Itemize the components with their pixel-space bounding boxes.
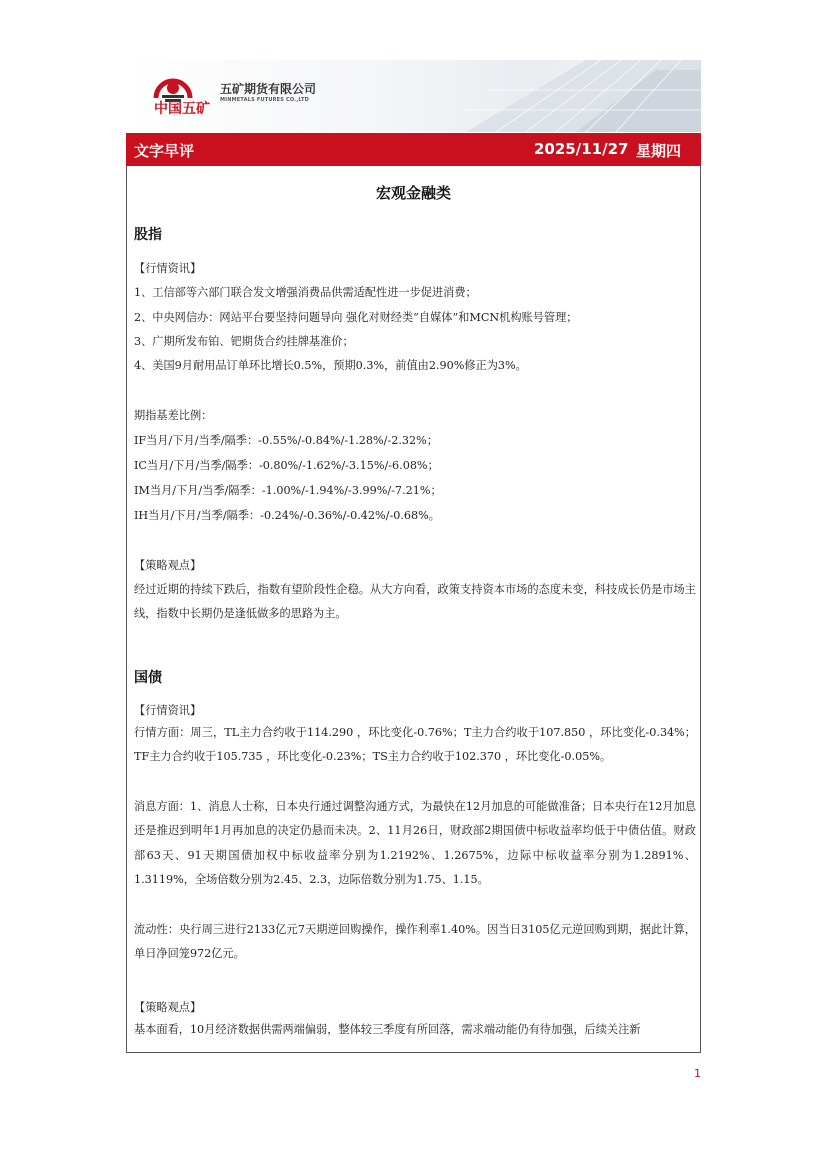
report-title-bar xyxy=(126,133,701,166)
stock-index-heading: 股指 xyxy=(134,227,162,243)
stock-news-item: 1、工信部等六部门联合发文增强消费品供需适配性进一步促进消费； xyxy=(134,286,477,299)
report-weekday: 星期四 xyxy=(636,142,682,160)
stock-news-label: 【行情资讯】 xyxy=(134,262,202,275)
report-date: 2025/11/27 xyxy=(534,140,629,158)
logo-text: 中国五矿 xyxy=(154,101,210,117)
section-title: 宏观金融类 xyxy=(375,184,451,202)
company-name-en: MINMETALS FUTURES CO.,LTD xyxy=(220,97,309,103)
stock-news-item: 3、广期所发布铂、钯期货合约挂牌基准价； xyxy=(134,335,354,348)
bonds-news-label: 【行情资讯】 xyxy=(134,704,202,717)
bonds-news-text: 消息方面：1、消息人士称，日本央行通过调整沟通方式，为最快在12月加息的可能做准备；日本央行在12月加息还是推迟到明年1月再加息的决定仍悬而未决。2、11月26日，财政部2期国债中标收益率均低于中债估值。财政部63天、91天期国债加权中标收益率分别为1.2192%、1.2675%，边际中标收益率分别为1.2891%、1.3119%，全场倍数分别为2.45、2.3，边际倍数分别为1.75、1.15。 xyxy=(134,800,696,886)
bonds-liquidity-text: 流动性：央行周三进行2133亿元7天期逆回购操作，操作利率1.40%。因当日3105亿元逆回购到期，据此计算，单日净回笼972亿元。 xyxy=(134,923,696,961)
report-type-label: 文字早评 xyxy=(134,142,195,160)
stock-news-item: 2、中央网信办：网站平台要坚持问题导向 强化对财经类“自媒体”和MCN机构账号管理； xyxy=(134,311,578,324)
page-number: 1 xyxy=(694,1067,701,1080)
report-header xyxy=(126,60,701,132)
bonds-strategy-text: 基本面看，10月经济数据供需两端偏弱，整体较三季度有所回落，需求端动能仍有待加强，后续关注新 xyxy=(134,1023,641,1036)
stock-strategy-text: 经过近期的持续下跌后，指数有望阶段性企稳。从大方向看，政策支持资本市场的态度未变，科技成长仍是市场主线，指数中长期仍是逢低做多的思路为主。 xyxy=(134,583,696,621)
basis-label: 期指基差比例： xyxy=(134,409,213,422)
stock-strategy-label: 【策略观点】 xyxy=(134,559,202,572)
bonds-heading: 国债 xyxy=(134,670,162,686)
bonds-strategy-label: 【策略观点】 xyxy=(134,1001,202,1014)
company-name-cn: 五矿期货有限公司 xyxy=(220,82,317,96)
stock-news-item: 4、美国9月耐用品订单环比增长0.5%，预期0.3%，前值由2.90%修正为3%。 xyxy=(134,359,527,372)
basis-row-im: IM当月/下月/当季/隔季：-1.00%/-1.94%/-3.99%/-7.21%； xyxy=(134,484,442,497)
basis-row-ih: IH当月/下月/当季/隔季：-0.24%/-0.36%/-0.42%/-0.68%。 xyxy=(134,509,440,522)
basis-row-if: IF当月/下月/当季/隔季：-0.55%/-0.84%/-1.28%/-2.32%； xyxy=(134,434,438,447)
basis-row-ic: IC当月/下月/当季/隔季：-0.80%/-1.62%/-3.15%/-6.08%； xyxy=(134,459,439,472)
bonds-market-text: 行情方面：周三，TL主力合约收于114.290 ，环比变化-0.76%；T主力合约收于107.850 ，环比变化-0.34%；TF主力合约收于105.735 ，环比变化-0.23%；TS主力合约收于102.370 ，环比变化-0.05%。 xyxy=(134,726,696,764)
building-graphic-icon xyxy=(426,60,701,132)
